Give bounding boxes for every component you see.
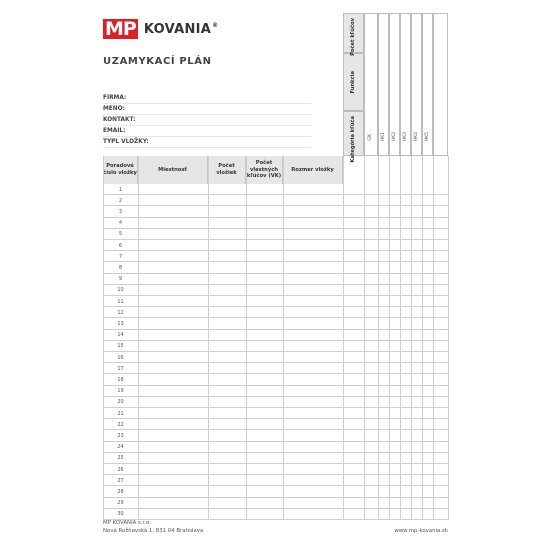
row-number: 23 [117,432,124,439]
company-logo [103,18,218,40]
row-number: 13 [117,320,124,327]
grid-line [448,156,449,520]
footer-address: Nová Rožňavská 1, 831 04 Bratislava [103,528,204,534]
key-code-hk5: HK5 [425,132,430,142]
logo-mark: MP [105,18,136,40]
key-code-hk2: HK2 [392,132,397,142]
row-number: 12 [117,309,124,316]
page-title: UZAMYKACÍ PLÁN [103,56,212,67]
grid-line [389,156,390,520]
table-row[interactable] [103,251,448,262]
grid-line [283,156,284,520]
row-number: 1 [118,186,123,193]
field-typ-vlozky[interactable]: TYPL VLOŽKY: [103,136,311,148]
field-firma[interactable]: FIRMA: [103,92,311,104]
table-row[interactable] [103,397,448,408]
table-row[interactable] [103,330,448,341]
row-number: 5 [118,231,123,238]
key-grid [343,13,448,163]
row-number: 8 [118,264,123,271]
row-number: 27 [117,477,124,484]
key-code-hk1: HK1 [381,132,386,142]
row-number: 21 [117,410,124,417]
table-row[interactable] [103,486,448,497]
footer-company-name: MP KOVANIA s.r.o. [103,520,151,526]
row-number: 11 [117,298,124,305]
table-row[interactable] [103,464,448,475]
row-number: 10 [117,287,124,294]
table-row[interactable] [103,352,448,363]
label-kategoria: Kategória kľúča [350,116,356,163]
field-email[interactable]: EMAIL: [103,125,311,137]
row-number: 2 [118,197,123,204]
footer-company [103,519,203,535]
field-kontakt[interactable]: KONTAKT: [103,114,311,126]
key-code-gk: GK [368,134,373,141]
table-row[interactable] [103,419,448,430]
table-row[interactable] [103,341,448,352]
table-row[interactable] [103,475,448,486]
grid-line [411,156,412,520]
grid-line [378,156,379,520]
col-header-rozmer: Rozmer vložky [283,156,343,184]
row-number: 28 [117,488,124,495]
grid-line [433,156,434,520]
table-row[interactable] [103,408,448,419]
grid-line [422,156,423,520]
label-funkcia: Funkcia [350,71,356,94]
table-row[interactable] [103,430,448,441]
grid-line [343,156,344,520]
row-number: 9 [118,276,123,283]
logo-name: KOVANIA® [143,21,219,37]
table-row[interactable] [103,285,448,296]
footer-web[interactable]: www.mp-kovania.sk [394,528,448,534]
key-code-hk3: HK3 [403,132,408,142]
row-number: 6 [118,242,123,249]
table-row[interactable] [103,307,448,318]
row-number: 29 [117,500,124,507]
field-meno[interactable]: MENO: [103,103,311,115]
table-row[interactable] [103,218,448,229]
table-row[interactable] [103,374,448,385]
table-row[interactable] [103,453,448,464]
row-number: 17 [117,365,124,372]
table-row[interactable] [103,498,448,509]
table-row[interactable] [103,240,448,251]
grid-line [400,156,401,520]
label-pocet-klucov: Počet kľúčov [350,18,356,56]
table-row[interactable] [103,206,448,217]
table-row[interactable] [103,386,448,397]
row-number: 25 [117,455,124,462]
row-number: 24 [117,444,124,451]
row-number: 14 [117,332,124,339]
grid-line [138,156,139,520]
row-number: 18 [117,376,124,383]
col-header-poradove: Poradové číslo vložky [103,156,138,184]
row-number: 16 [117,354,124,361]
row-number: 22 [117,421,124,428]
row-number: 19 [117,388,124,395]
table-row[interactable] [103,195,448,206]
table-row[interactable] [103,184,448,195]
grid-line [364,156,365,520]
table-row[interactable] [103,363,448,374]
col-header-pocet-vloziek: Počet vložiek [208,156,246,184]
row-number: 7 [118,253,123,260]
col-header-pocet-klucov: Počet vlastných kľúčov (VK) [246,156,283,184]
grid-line [246,156,247,520]
row-number: 3 [118,208,123,215]
table-row[interactable] [103,229,448,240]
table-row[interactable] [103,262,448,273]
table-row[interactable] [103,318,448,329]
grid-line [103,156,104,520]
row-number: 15 [117,343,124,350]
table-row[interactable] [103,296,448,307]
table-row[interactable] [103,442,448,453]
row-number: 26 [117,466,124,473]
grid-line [208,156,209,520]
col-header-miestnost: Miestnosť [138,156,208,184]
key-code-hk4: HK4 [414,132,419,142]
row-number: 30 [117,511,124,518]
row-number: 4 [118,220,123,227]
table-row[interactable] [103,274,448,285]
row-number: 20 [117,399,124,406]
